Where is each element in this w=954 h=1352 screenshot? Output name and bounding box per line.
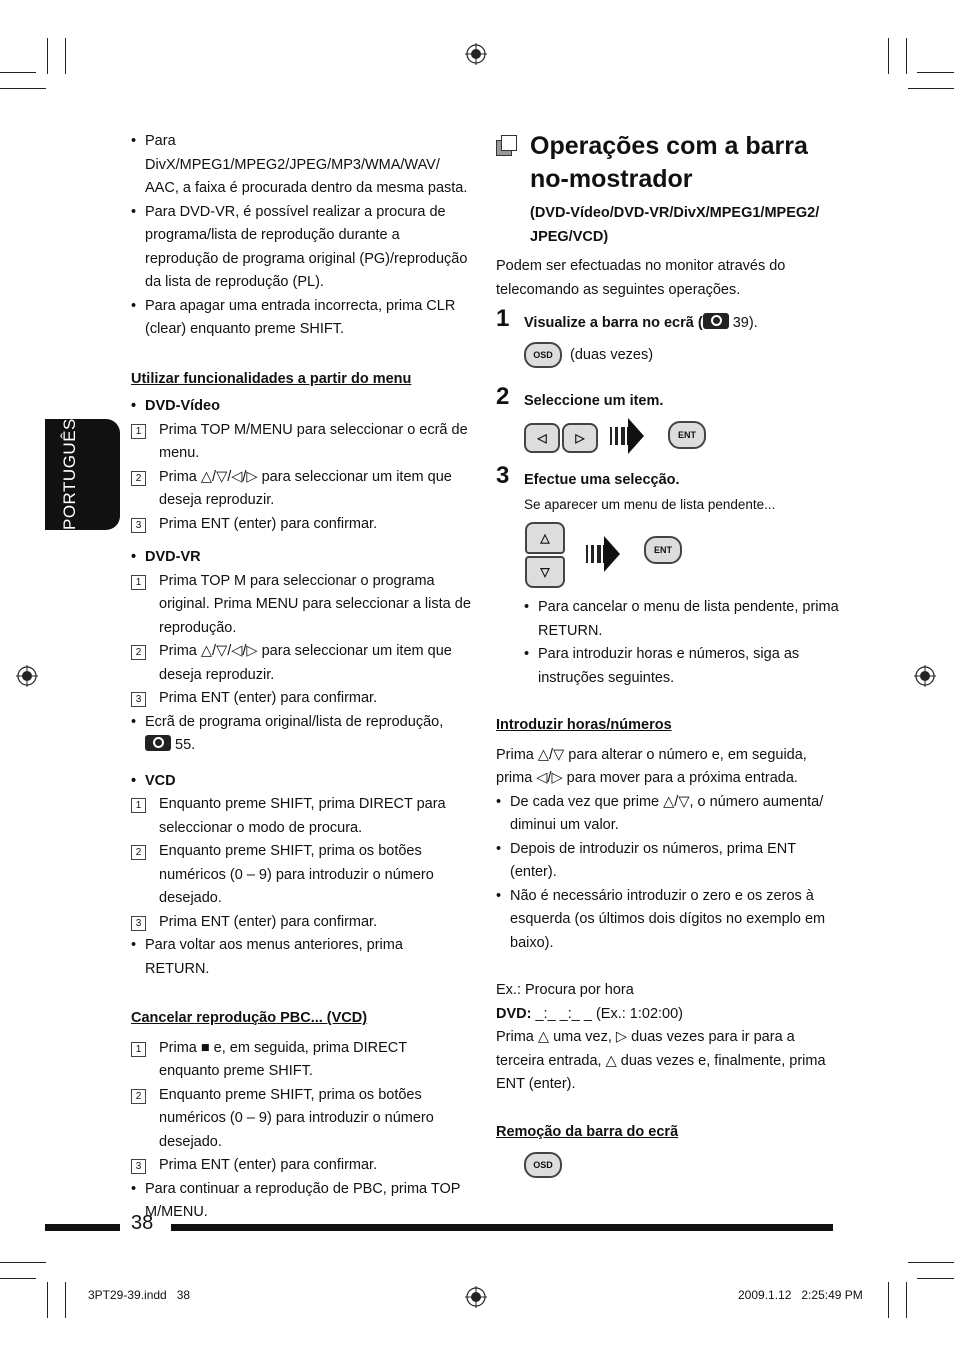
- list-item: 2 Enquanto preme SHIFT, prima os botões numéricos (0 – 9) para introduzir o número desejado.: [131, 840, 471, 911]
- right-column: [496, 130, 841, 1178]
- footer-bar: [171, 1224, 833, 1231]
- registration-mark-icon: [16, 665, 38, 687]
- step2-diagram: [524, 413, 841, 459]
- crop-mark: [906, 38, 907, 74]
- osd-button[interactable]: OSD: [524, 342, 562, 368]
- page-number: 38: [131, 1212, 154, 1234]
- step-number-icon: 1: [131, 575, 146, 590]
- search-ref-icon: [145, 735, 171, 751]
- step3-notes: [496, 596, 841, 690]
- example-dvd: DVD: _:_ _:_ _ (Ex.: 1:02:00): [496, 1005, 683, 1022]
- registration-mark-icon: [914, 665, 936, 687]
- crop-mark: [65, 38, 66, 74]
- list-item: 1 Prima TOP M/MENU para seleccionar o ecrã de menu.: [131, 419, 471, 466]
- up-arrow-button[interactable]: △: [525, 522, 565, 554]
- list-item: 3 Prima ENT (enter) para confirmar.: [131, 687, 471, 711]
- step-1: 1 Visualize a barra no ecrã ( 39).: [496, 305, 758, 332]
- section-heading: Remoção da barra do ecrã: [496, 1123, 679, 1140]
- list-item: • Para apagar uma entrada incorrecta, prima CLR (clear) enquanto preme SHIFT.: [131, 295, 471, 342]
- step-number-icon: 1: [131, 1042, 146, 1057]
- crop-mark: [908, 1262, 954, 1263]
- intro-text: Podem ser efectuadas no monitor através do telecomando as seguintes operações.: [496, 258, 786, 298]
- step3-diagram: [524, 522, 841, 594]
- crop-mark: [0, 1262, 46, 1263]
- list-item: 2 Prima △/▽/◁/▷ para seleccionar um item que deseja reproduzir.: [131, 640, 471, 687]
- crop-mark: [65, 1282, 66, 1318]
- file-name: 3PT29-39.indd 38: [88, 1288, 191, 1302]
- down-arrow-button[interactable]: ▽: [525, 556, 565, 588]
- list-item: • De cada vez que prime △/▽, o número aumenta/ diminui um valor.: [496, 791, 841, 838]
- list-item: • Não é necessário introduzir o zero e os zeros à esquerda (os últimos dois dígitos no exemplo em baixo).: [496, 885, 841, 956]
- right-arrow-button[interactable]: ▷: [562, 423, 598, 453]
- crop-mark: [0, 88, 46, 89]
- step-number-icon: 3: [131, 916, 146, 931]
- section-heading: Utilizar funcionalidades a partir do menu: [131, 370, 412, 387]
- list-item: 1 Prima ■ e, em seguida, prima DIRECT enquanto preme SHIFT.: [131, 1037, 471, 1084]
- subsection-label: • DVD-Vídeo: [131, 395, 471, 419]
- osd-row: OSD (duas vezes): [496, 342, 841, 372]
- example-label: Ex.: Procura por hora: [496, 982, 634, 998]
- list-item: • Para DivX/MPEG1/MPEG2/JPEG/MP3/WMA/WAV/ AAC, a faixa é procurada dentro da mesma pasta.: [131, 130, 471, 201]
- remove-row: [496, 1152, 841, 1178]
- step-number-icon: 3: [131, 1159, 146, 1174]
- crop-mark: [917, 72, 954, 73]
- registration-mark-icon: [465, 1286, 487, 1308]
- list-item: 1 Prima TOP M para seleccionar o programa original. Prima MENU para seleccionar a lista de reprodução.: [131, 570, 471, 641]
- language-tab-label: PORTUGUÊS: [60, 418, 79, 530]
- step-number-icon: 2: [131, 645, 146, 660]
- crop-mark: [888, 38, 889, 74]
- list-item: 3 Prima ENT (enter) para confirmar.: [131, 911, 471, 935]
- crop-mark: [47, 38, 48, 74]
- subsection-label: • VCD: [131, 770, 471, 794]
- step-3: 3 Efectue uma selecção.: [496, 462, 680, 489]
- timestamp: 2009.1.12 2:25:49 PM: [738, 1288, 863, 1302]
- step-number-icon: 2: [131, 1089, 146, 1104]
- list-item: • Para introduzir horas e números, siga as instruções seguintes.: [524, 643, 841, 690]
- crop-mark: [888, 1282, 889, 1318]
- time-intro: Prima △/▽ para alterar o número e, em seguida, prima ◁/▷ para mover para a próxima entrada.: [496, 746, 807, 786]
- crop-mark: [917, 1278, 954, 1279]
- list-item: • Depois de introduzir os números, prima ENT (enter).: [496, 838, 841, 885]
- list-item: • Para voltar aos menus anteriores, prima RETURN.: [131, 934, 471, 981]
- list-item: • Para cancelar o menu de lista pendente, prima RETURN.: [524, 596, 841, 643]
- crop-mark: [908, 88, 954, 89]
- section-heading: Cancelar reprodução PBC... (VCD): [131, 1010, 368, 1026]
- list-item: • Para DVD-VR, é possível realizar a procura de programa/lista de reprodução durante a reprodução de programa original (PG)/reprodução da lista de reprodução (PL).: [131, 201, 471, 295]
- list-item: • Ecrã de programa original/lista de reprodução, 55.: [131, 711, 471, 758]
- subtitle: (DVD-Vídeo/DVD-VR/DivX/MPEG1/MPEG2/ JPEG/VCD): [530, 205, 820, 245]
- language-tab: [45, 419, 120, 530]
- ent-button[interactable]: ENT: [644, 536, 682, 564]
- crop-mark: [47, 1282, 48, 1318]
- list-item: 1 Enquanto preme SHIFT, prima DIRECT para seleccionar o modo de procura.: [131, 793, 471, 840]
- step-number-icon: 2: [131, 845, 146, 860]
- step-number-icon: 1: [131, 798, 146, 813]
- osd-button[interactable]: OSD: [524, 1152, 562, 1178]
- step-number-icon: 3: [131, 518, 146, 533]
- section-heading: Introduzir horas/números: [496, 717, 672, 733]
- arrow-right-icon: [610, 418, 644, 454]
- step-number-icon: 3: [131, 692, 146, 707]
- step-number-icon: 2: [131, 471, 146, 486]
- list-item: 3 Prima ENT (enter) para confirmar.: [131, 513, 471, 537]
- footer-bar: [45, 1224, 120, 1231]
- crop-mark: [0, 72, 36, 73]
- left-arrow-button[interactable]: ◁: [524, 423, 560, 453]
- list-item: 3 Prima ENT (enter) para confirmar.: [131, 1154, 471, 1178]
- arrow-right-icon: [586, 536, 620, 572]
- subsection-label: • DVD-VR: [131, 546, 471, 570]
- crop-mark: [0, 1278, 36, 1279]
- crop-mark: [906, 1282, 907, 1318]
- left-column: [131, 130, 471, 1225]
- example-text: Prima △ uma vez, ▷ duas vezes para ir para a terceira entrada, △ duas vezes e, finalmente, prima ENT (enter).: [496, 1029, 826, 1092]
- registration-mark-icon: [465, 43, 487, 65]
- step3-sub: Se aparecer um menu de lista pendente...: [524, 496, 776, 512]
- search-ref-icon: [703, 313, 729, 329]
- step-2: 2 Seleccione um item.: [496, 382, 664, 410]
- step-number-icon: 1: [131, 424, 146, 439]
- list-item: • Para continuar a reprodução de PBC, prima TOP M/MENU.: [131, 1178, 471, 1225]
- ent-button[interactable]: ENT: [668, 421, 706, 449]
- page-title: Operações com a barra no-mostrador: [496, 130, 841, 196]
- list-item: 2 Enquanto preme SHIFT, prima os botões numéricos (0 – 9) para introduzir o número desejado.: [131, 1084, 471, 1155]
- list-item: 2 Prima △/▽/◁/▷ para seleccionar um item que deseja reproduzir.: [131, 466, 471, 513]
- title-square-icon: [501, 135, 517, 151]
